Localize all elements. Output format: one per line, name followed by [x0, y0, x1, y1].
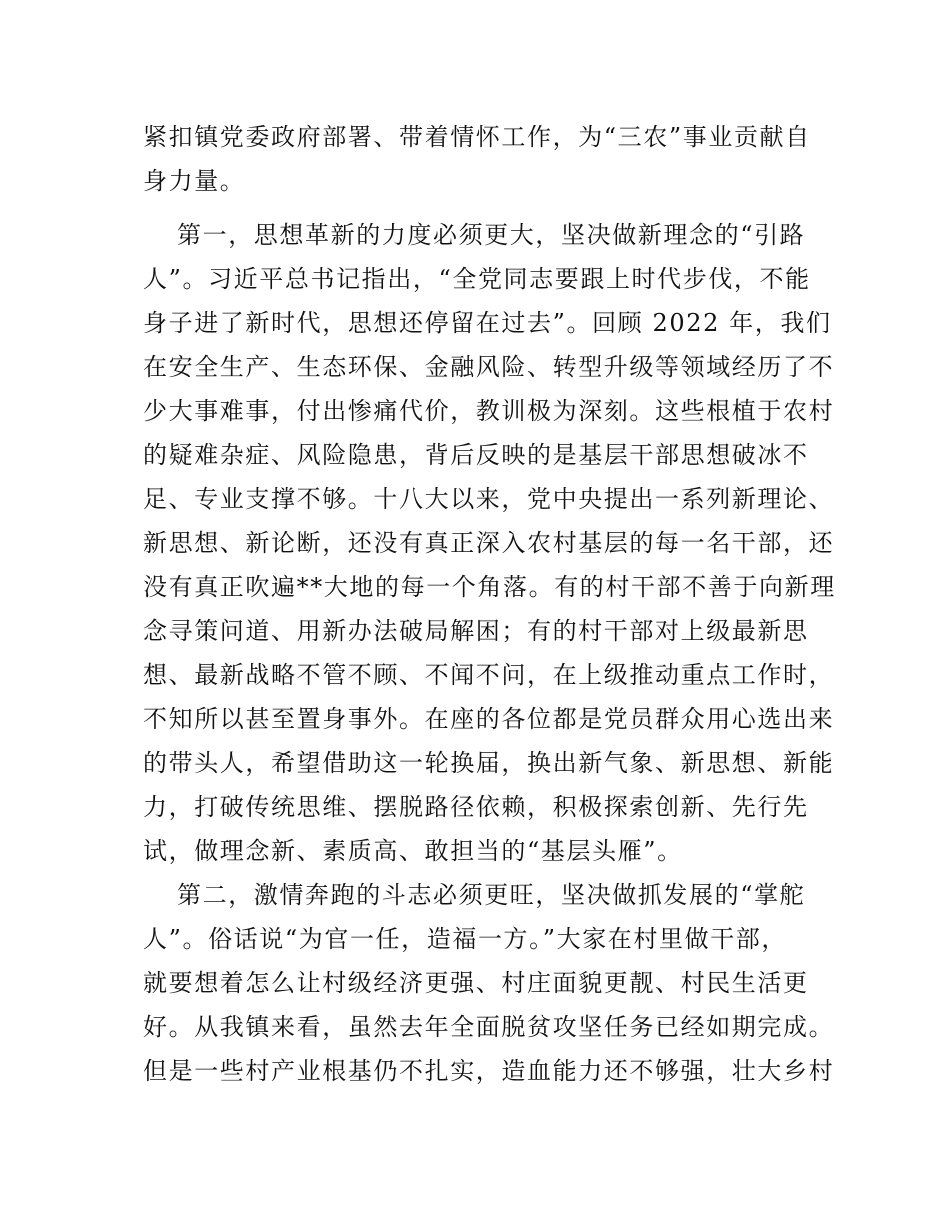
- text-line: 好。从我镇来看，虽然去年全面脱贫攻坚任务已经如期完成。: [143, 1013, 835, 1041]
- text-line: 没有真正吹遍**大地的每一个角落。有的村干部不善于向新理: [143, 573, 836, 601]
- text-line: 少大事难事，付出惨痛代价，教训极为深刻。这些根植于农村: [143, 397, 835, 425]
- text-line: 不知所以甚至置身事外。在座的各位都是党员群众用心选出来: [143, 705, 835, 733]
- paragraph-first-line: 第一，思想革新的力度必须更大，坚决做新理念的“引路: [177, 221, 806, 249]
- text-line: 身子进了新时代，思想还停留在过去”。回顾 2022 年，我们: [143, 309, 832, 337]
- text-line: 在安全生产、生态环保、金融风险、转型升级等领域经历了不: [143, 353, 835, 381]
- text-line: 念寻策问道、用新办法破局解困；有的村干部对上级最新思: [143, 617, 809, 645]
- text-line: 力，打破传统思维、摆脱路径依赖，积极探索创新、先行先: [143, 793, 809, 821]
- text-line: 足、专业支撑不够。十八大以来，党中央提出一系列新理论、: [143, 485, 835, 513]
- text-line: 身力量。: [143, 167, 246, 195]
- text-line: 但是一些村产业根基仍不扎实，造血能力还不够强，壮大乡村: [143, 1057, 835, 1085]
- text-line: 就要想着怎么让村级经济更强、村庄面貌更靓、村民生活更: [143, 969, 809, 997]
- text-line: 的疑难杂症、风险隐患，背后反映的是基层干部思想破冰不: [143, 441, 809, 469]
- text-line: 人”。习近平总书记指出，“全党同志要跟上时代步伐，不能: [143, 265, 811, 293]
- text-line: 的带头人，希望借助这一轮换届，换出新气象、新思想、新能: [143, 749, 835, 777]
- paragraph-first-line: 第二，激情奔跑的斗志必须更旺，坚决做抓发展的“掌舵: [177, 881, 806, 909]
- text-line: 人”。俗话说“为官一任，造福一方。”大家在村里做干部，: [143, 925, 788, 953]
- text-line: 新思想、新论断，还没有真正深入农村基层的每一名干部，还: [143, 529, 835, 557]
- text-line: 想、最新战略不管不顾、不闻不问，在上级推动重点工作时，: [143, 661, 835, 689]
- text-line: 紧扣镇党委政府部署、带着情怀工作，为“三农”事业贡献自: [143, 123, 811, 151]
- text-line: 试，做理念新、素质高、敢担当的“基层头雁”。: [143, 837, 683, 865]
